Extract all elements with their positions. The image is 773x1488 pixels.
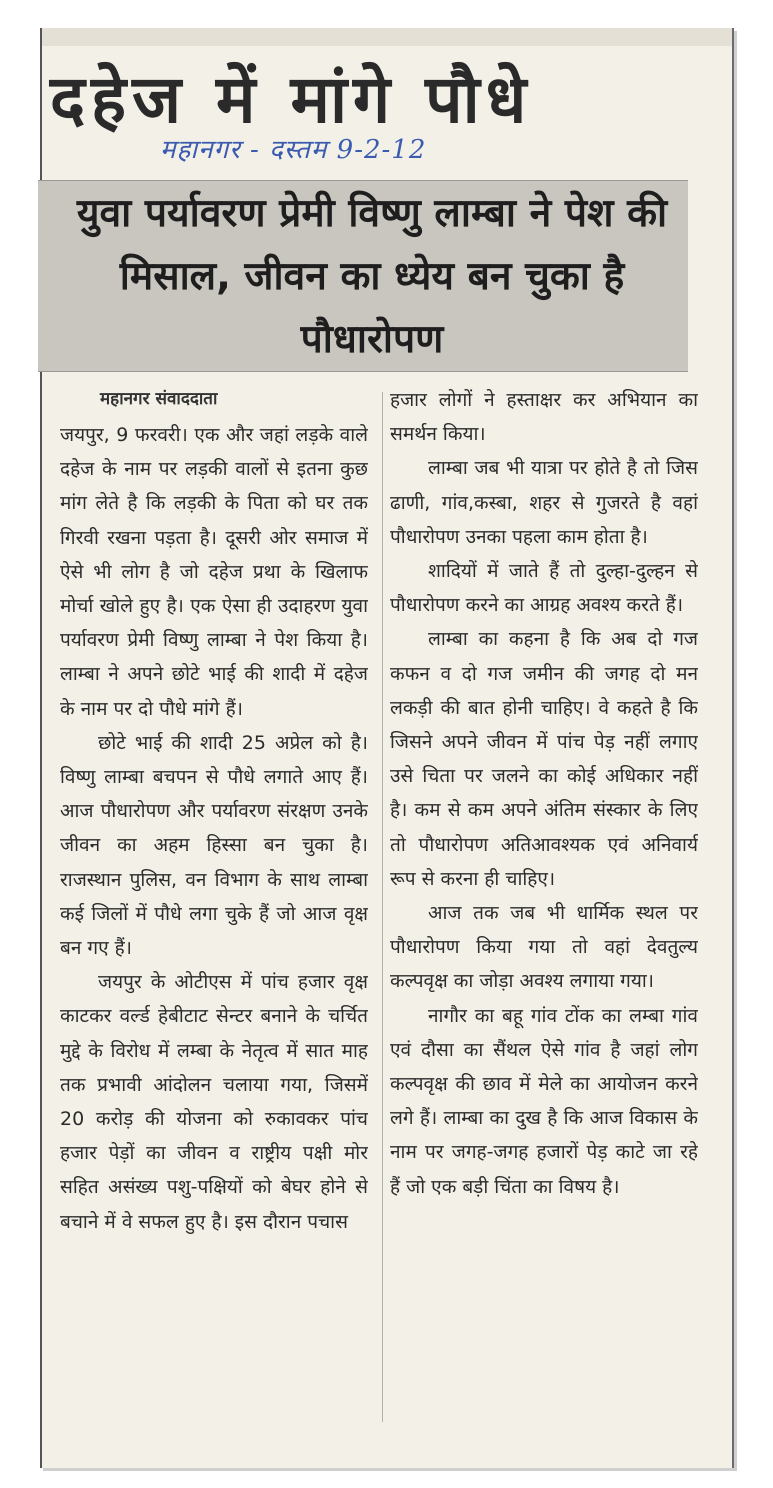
masthead-strip xyxy=(42,28,732,46)
article-column-right xyxy=(390,383,698,1453)
handwritten-note: महानगर - दस्तम 9-2-12 xyxy=(160,135,427,165)
subheadline: युवा पर्यावरण प्रेमी विष्णु लाम्बा ने पेश की मिसाल, जीवन का ध्येय बन चुका है पौधारोपण xyxy=(76,191,668,362)
paragraph: जयपुर के ओटीएस में पांच हजार वृक्ष काटकर वर्ल्ड हेबीटाट सेन्टर बनाने के चर्चित मुद्दे के विरोध में लम्बा के नेतृत्व में सात माह तक प्रभावी आंदोलन चलाया गया, जिसमें 20 करोड़ की योजना को रुकावकर पांच हजार पेड़ों का जीवन व राष्ट्रीय पक्षी मोर सहित असंख्य पशु-पक्षियों को बेघर होने से बचाने में वे सफल हुए है। इस दौरान पचास xyxy=(60,971,368,1233)
paragraph: लाम्बा जब भी यात्रा पर होते है तो जिस ढाणी, गांव,कस्बा, शहर से गुजरते है वहां पौधारोपण उनका पहला काम होता है। xyxy=(390,457,698,548)
article-column-left xyxy=(60,418,368,1448)
paragraph: आज तक जब भी धार्मिक स्थल पर पौधारोपण किया गया तो वहां देवतुल्य कल्पवृक्ष का जोड़ा अवश्य लगाया गया। xyxy=(390,902,698,993)
paragraph: लाम्बा का कहना है कि अब दो गज कफन व दो गज जमीन की जगह दो मन लकड़ी की बात होनी चाहिए। वे कहते है कि जिसने अपने जीवन में पांच पेड़ नहीं लगाए उसे चिता पर जलने का कोई अधिकार नहीं है। कम से कम अपने अंतिम संस्कार के लिए तो पौधारोपण अतिआवश्यक एवं अनिवार्य रूप से करना ही चाहिए। xyxy=(390,628,698,890)
byline: महानगर संवाददाता xyxy=(100,389,218,409)
paragraph: जयपुर, 9 फरवरी। एक और जहां लड़के वाले दहेज के नाम पर लड़की वालों से इतना कुछ मांग लेते है कि लड़की के पिता को घर तक गिरवी रखना पड़ता है। दूसरी ओर समाज में ऐसे भी लोग है जो दहेज प्रथा के खिलाफ मोर्चा खोले हुए है। एक ऐसा ही उदाहरण युवा पर्यावरण प्रेमी विष्णु लाम्बा ने पेश किया है। लाम्बा ने अपने छोटे भाई की शादी में दहेज के नाम पर दो पौधे मांगे हैं। xyxy=(60,424,368,720)
headline: दहेज में मांगे पौधे xyxy=(50,61,533,138)
paragraph: नागौर का बहू गांव टोंक का लम्बा गांव एवं दौसा का सैंथल ऐसे गांव है जहां लोग कल्पवृक्ष की छाव में मेले का आयोजन करने लगे हैं। लाम्बा का दुख है कि आज विकास के नाम पर जगह-जगह हजारों पेड़ काटे जा रहे हैं जो एक बड़ी चिंता का विषय है। xyxy=(390,1004,698,1198)
paragraph: हजार लोगों ने हस्ताक्षर कर अभियान का समर्थन किया। xyxy=(390,389,698,446)
paragraph: शादियों में जाते हैं तो दुल्हा-दुल्हन से पौधारोपण करने का आग्रह अवश्य करते हैं। xyxy=(390,560,698,617)
paragraph: छोटे भाई की शादी 25 अप्रेल को है। विष्णु लाम्बा बचपन से पौधे लगाते आए हैं। आज पौधारोपण और पर्यावरण संरक्षण उनके जीवन का अहम हिस्सा बन चुका है। राजस्थान पुलिस, वन विभाग के साथ लाम्बा कई जिलों में पौधे लगा चुके हैं जो आज वृक्ष बन गए हैं। xyxy=(60,731,368,960)
column-divider xyxy=(382,392,383,1422)
